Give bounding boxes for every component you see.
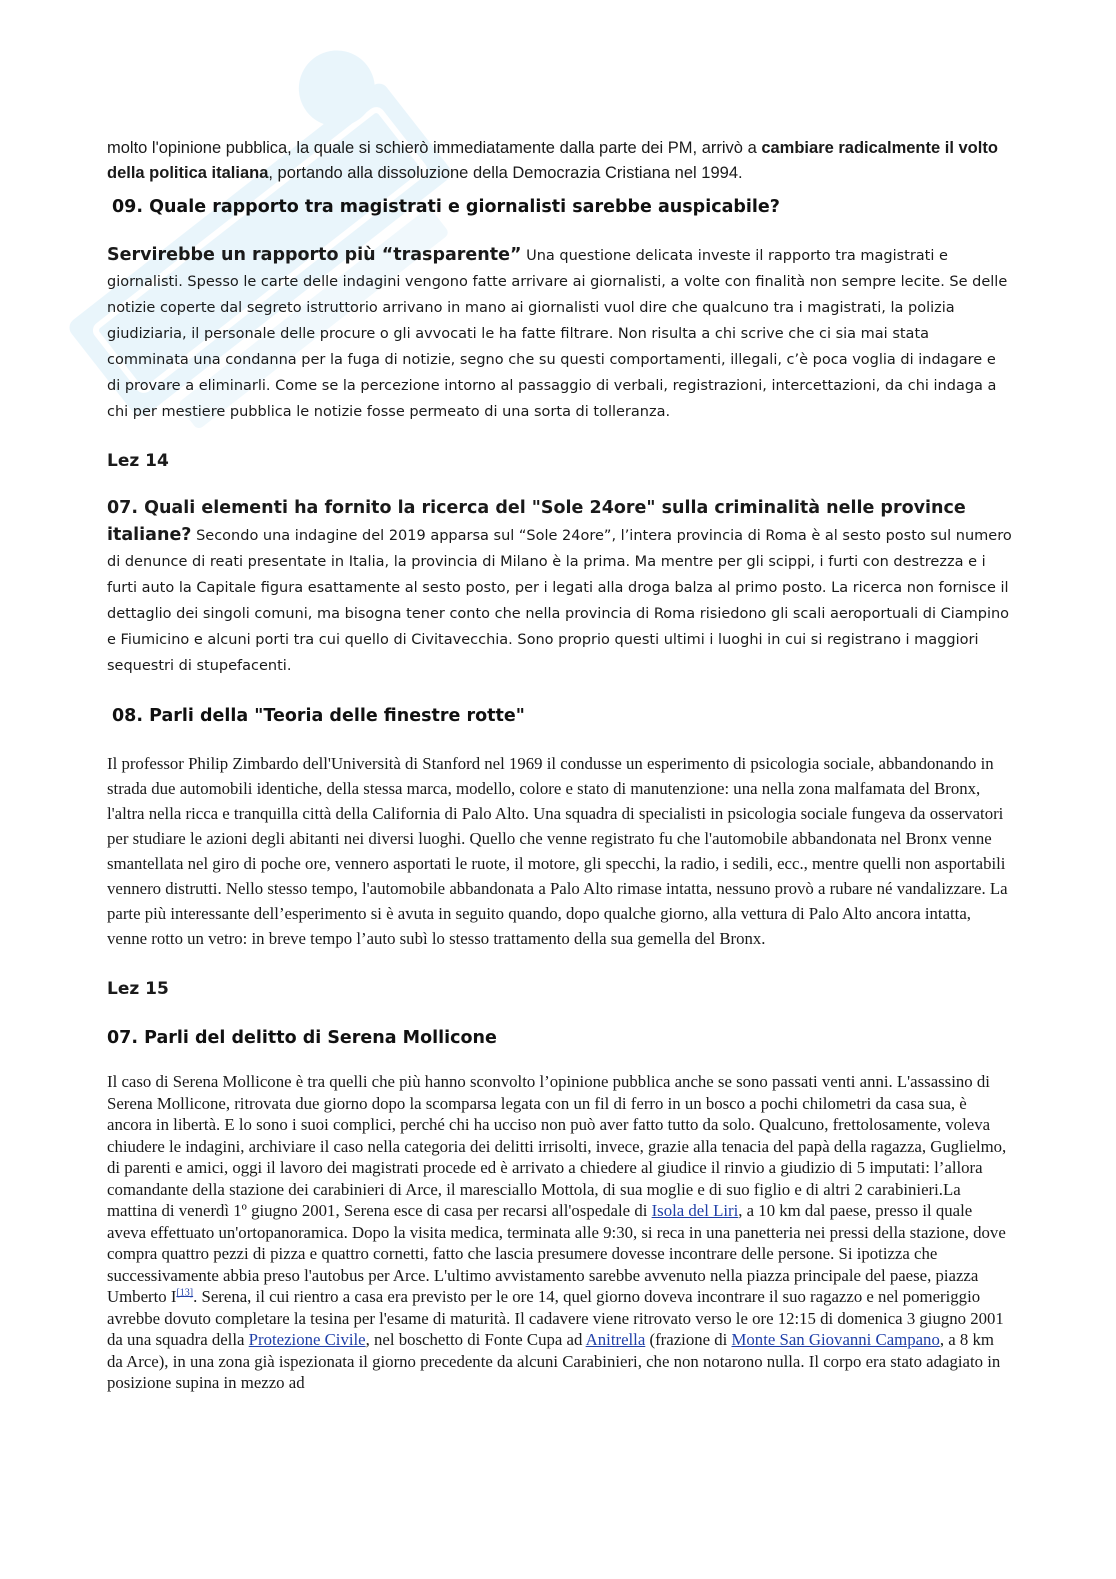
question-07a-title: 07. Quali elementi ha fornito la ricerca del "Sole 24ore" sulla criminalità nelle province italiane? [107, 498, 966, 545]
question-09-lead: Servirebbe un rapporto più “trasparente” [107, 245, 522, 265]
question-08-answer: Il professor Philip Zimbardo dell'Università di Stanford nel 1969 il condusse un esperimento di psicologia sociale, abbandonando in strada due automobili identiche, della stessa marca, modello, colore e stato di manutenzione: una nella zona malfamata del Bronx, l'altra nella ricca e tranquilla città della California di Palo Alto. Una squadra di specialisti in psicologia sociale fungeva da osservatori per studiare le azioni degli abitanti nei diversi luoghi. Quello che venne registrato fu che l'automobile abbandonata nel Bronx venne smantellata nel giro di poche ore, vennero asportati le ruote, il motore, gli specchi, la radio, i sedili, ecc., mentre quelli non asportabili vennero distrutti. Nello stesso tempo, l'automobile abbandonata a Palo Alto rimase intatta, nessuno provò a rubare né vandalizzare. La parte più interessante dell’esperimento si è avuta in seguito quando, dopo qualche giorno, alla vettura di Palo Alto ancora intatta, venne rotto un vetro: in breve tempo l’auto subì lo stesso trattamento della sua gemella del Bronx. [107, 754, 1008, 948]
footnote-ref-13[interactable]: [13] [176, 1287, 194, 1299]
link-protezione-civile[interactable]: Protezione Civile [248, 1330, 366, 1349]
lesson-14-heading: Lez 14 [107, 451, 169, 471]
question-07b-title: 07. Parli del delitto di Serena Mollicone [107, 1028, 497, 1048]
question-08-title: 08. Parli della "Teoria delle finestre rotte" [112, 706, 525, 726]
question-09-answer: Servirebbe un rapporto più “trasparente” Una questione delicata investe il rapporto tra magistrati e giornalisti. Spesso le carte delle indagini vengono fatte arrivare ai giornalisti, a volte con finalità non sempre lecite. Se delle notizie coperte dal segreto istruttorio arrivano in mano ai giornalisti vuol dire che qualcuno tra i magistrati, la polizia giudiziaria, il personale delle procure o gli avvocati le ha fatte filtrare. Non risulta a chi scrive che ci sia mai stata comminata una condanna per la fuga di notizie, segno che su questi comportamenti, illegali, c’è poca voglia di indagare e di provare a eliminarli. Come se la percezione intorno al passaggio di verbali, registrazioni, intercettazioni, da chi indaga a chi per mestiere pubblica le notizie fosse permeato di una sorta di tolleranza. [107, 245, 1008, 420]
lesson-15-heading: Lez 15 [107, 979, 169, 999]
link-monte-san-giovanni-campano[interactable]: Monte San Giovanni Campano [731, 1330, 940, 1349]
link-isola-del-liri[interactable]: Isola del Liri [651, 1201, 739, 1220]
question-07a-block: 07. Quali elementi ha fornito la ricerca del "Sole 24ore" sulla criminalità nelle province italiane? Secondo una indagine del 2019 apparsa sul “Sole 24ore”, l’intera provincia di Roma è al sesto posto sul numero di denunce di reati presentate in Italia, la provincia di Milano è la prima. Ma mentre per gli scippi, i furti con destrezza e i furti auto la Capitale figura esattamente al sesto posto, per i legati alla droga balza al primo posto. La ricerca non fornisce il dettaglio dei singoli comuni, ma bisogna tener conto che nella provincia di Roma risiedono gli scali aeroportuali di Ciampino e Fiumicino e alcuni porti tra cui quello di Civitavecchia. Sono proprio questi ultimi i luoghi in cui si registrano i maggiori sequestri di stupefacenti. [107, 498, 1012, 674]
question-07b-answer: Il caso di Serena Mollicone è tra quelli che più hanno sconvolto l’opinione pubblica anche se sono passati venti anni. L'assassino di Serena Mollicone, ritrovata due giorno dopo la scomparsa legata con un fil di ferro in un bosco a pochi chilometri da casa sua, è ancora in libertà. E lo sono i suoi complici, perché chi ha ucciso non può aver fatto tutto da solo. Qualcuno, frettolosamente, voleva chiudere le indagini, archiviare il caso nella categoria dei delitti irrisolti, invece, grazie alla tenacia del papà della ragazza, Guglielmo, di parenti e amici, oggi il lavoro dei magistrati procede ed è arrivato a chiedere al giudice il rinvio a giudizio di 5 imputati: l’allora comandante della stazione dei carabinieri di Arce, il maresciallo Mottola, di sua moglie e di suo figlio e di altri 2 carabinieri.La mattina di venerdì 1º giugno 2001, Serena esce di casa per recarsi all'ospedale di Isola del Liri, a 10 km dal paese, presso il quale aveva effettuato un'ortopanoramica. Dopo la visita medica, terminata alle 9:30, si reca in una panetteria nei pressi della stazione, dove compra quattro pezzi di pizza e quattro cornetti, fatto che lascia presumere dovesse incontrare delle persone. Si ipotizza che successivamente abbia preso l'autobus per Arce. L'ultimo avvistamento sarebbe avvenuto nella piazza principale del paese, piazza Umberto I[13]. Serena, il cui rientro a casa era previsto per le ore 14, quel giorno doveva incontrare il suo ragazzo e nel pomeriggio avrebbe dovuto completare la tesina per l'esame di maturità. Il cadavere viene ritrovato verso le ore 12:15 di domenica 3 giugno 2001 da una squadra della Protezione Civile, nel boschetto di Fonte Cupa ad Anitrella (frazione di Monte San Giovanni Campano, a 8 km da Arce), in una zona già ispezionata il giorno precedente da alcuni Carabinieri, che non notarono nulla. Il corpo era stato adagiato in posizione supina in mezzo ad [107, 1072, 1007, 1392]
intro-paragraph: molto l'opinione pubblica, la quale si schierò immediatamente dalla parte dei PM, arrivò a cambiare radicalmente il volto della politica italiana, portando alla dissoluzione della Democrazia Cristiana nel 1994. [107, 139, 998, 182]
question-09-title: 09. Quale rapporto tra magistrati e giornalisti sarebbe auspicabile? [112, 197, 780, 217]
document-content [107, 136, 1012, 1394]
intro-bold: cambiare radicalmente il volto della politica italiana [107, 139, 998, 182]
link-anitrella[interactable]: Anitrella [585, 1330, 646, 1349]
